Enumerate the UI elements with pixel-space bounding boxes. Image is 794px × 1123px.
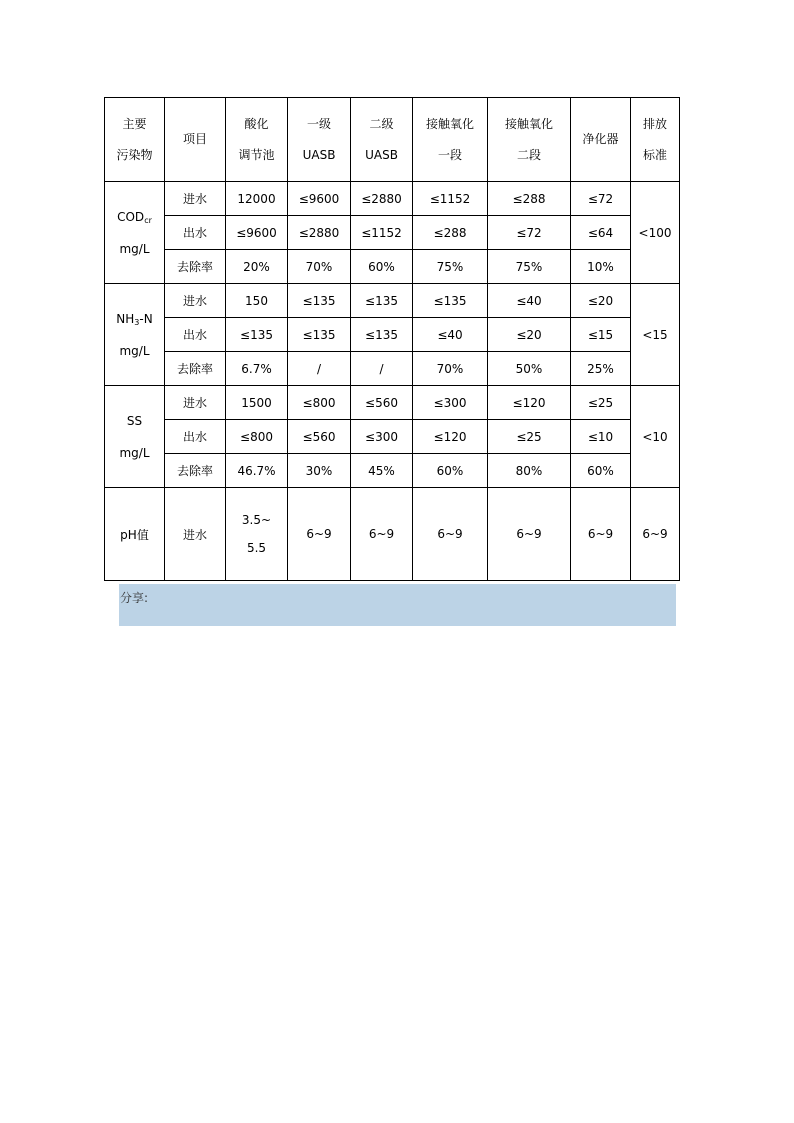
value-cell: ≤72: [571, 182, 631, 216]
value-cell: ≤1152: [351, 216, 413, 250]
value-cell: ≤560: [288, 420, 351, 454]
item-cell: 出水: [165, 216, 226, 250]
header-contact-oxidation-1: 接触氧化 一段: [413, 98, 488, 182]
item-cell: 去除率: [165, 454, 226, 488]
table-row: [105, 488, 680, 581]
pollutant-ss: [105, 386, 165, 488]
value-cell: ≤288: [413, 216, 488, 250]
share-label: 分享:: [120, 591, 149, 605]
pollutant-nh3n: [105, 284, 165, 386]
value-cell: ≤2880: [351, 182, 413, 216]
value-cell: 60%: [413, 454, 488, 488]
value-cell: 75%: [413, 250, 488, 284]
ss-unit: mg/L: [119, 445, 150, 460]
table-row: [105, 182, 680, 216]
item-cell: 进水: [165, 488, 226, 581]
value-cell: 46.7%: [226, 454, 288, 488]
item-cell: 进水: [165, 386, 226, 420]
value-cell: ≤135: [413, 284, 488, 318]
item-cell: 出水: [165, 318, 226, 352]
value-cell: 75%: [488, 250, 571, 284]
value-cell: 6.7%: [226, 352, 288, 386]
header-item: 项目: [165, 98, 226, 182]
value-cell: ≤20: [571, 284, 631, 318]
cod-subscript: cr: [144, 215, 152, 225]
value-cell: ≤9600: [288, 182, 351, 216]
value-cell: 60%: [571, 454, 631, 488]
value-cell: 6~9: [571, 488, 631, 581]
value-cell: ≤135: [351, 318, 413, 352]
pollutant-ph: pH值: [105, 488, 165, 581]
cod-standard: <100: [631, 182, 680, 284]
value-cell: ≤10: [571, 420, 631, 454]
value-cell: 60%: [351, 250, 413, 284]
table-row: [105, 250, 680, 284]
value-cell: 80%: [488, 454, 571, 488]
nh3-unit: mg/L: [119, 343, 150, 358]
table-row: [105, 284, 680, 318]
value-cell: ≤135: [288, 284, 351, 318]
nh3-subscript: 3: [134, 317, 140, 327]
nh3-label-prefix: NH: [116, 311, 135, 326]
header-purifier: 净化器: [571, 98, 631, 182]
value-cell: 1500: [226, 386, 288, 420]
value-cell: 6~9: [413, 488, 488, 581]
value-cell: ≤135: [288, 318, 351, 352]
value-cell: 150: [226, 284, 288, 318]
value-cell: 30%: [288, 454, 351, 488]
value-cell: 20%: [226, 250, 288, 284]
item-cell: 去除率: [165, 250, 226, 284]
table-row: [105, 216, 680, 250]
value-cell: ≤1152: [413, 182, 488, 216]
value-cell: 12000: [226, 182, 288, 216]
item-cell: 进水: [165, 284, 226, 318]
nh3-label-suffix: -N: [139, 311, 153, 326]
value-cell: 50%: [488, 352, 571, 386]
value-cell: ≤15: [571, 318, 631, 352]
cod-unit: mg/L: [119, 241, 150, 256]
value-cell: 70%: [288, 250, 351, 284]
value-cell: ≤20: [488, 318, 571, 352]
share-bar: [119, 584, 676, 626]
ss-standard: <10: [631, 386, 680, 488]
value-cell: ≤9600: [226, 216, 288, 250]
header-uasb-2: 二级 UASB: [351, 98, 413, 182]
value-cell: ≤135: [226, 318, 288, 352]
value-cell: ≤135: [351, 284, 413, 318]
table-row: [105, 454, 680, 488]
value-cell: 10%: [571, 250, 631, 284]
value-cell: ≤64: [571, 216, 631, 250]
item-cell: 进水: [165, 182, 226, 216]
header-discharge-standard: 排放 标准: [631, 98, 680, 182]
item-cell: 去除率: [165, 352, 226, 386]
pollutant-treatment-table: [104, 97, 680, 581]
value-cell: ≤300: [351, 420, 413, 454]
item-cell: 出水: [165, 420, 226, 454]
value-cell: ≤120: [413, 420, 488, 454]
value-cell: /: [351, 352, 413, 386]
table-row: [105, 318, 680, 352]
value-cell: 6~9: [488, 488, 571, 581]
value-cell: ≤560: [351, 386, 413, 420]
value-cell: ≤800: [288, 386, 351, 420]
header-acidification-tank: 酸化 调节池: [226, 98, 288, 182]
table-row: [105, 352, 680, 386]
value-cell: ≤40: [413, 318, 488, 352]
value-cell: ≤300: [413, 386, 488, 420]
ss-label: SS: [126, 413, 143, 428]
value-cell: ≤25: [488, 420, 571, 454]
value-cell: /: [288, 352, 351, 386]
value-cell: ≤40: [488, 284, 571, 318]
value-cell: 6~9: [351, 488, 413, 581]
value-cell: 45%: [351, 454, 413, 488]
cod-label: COD: [117, 209, 145, 224]
header-contact-oxidation-2: 接触氧化 二段: [488, 98, 571, 182]
table-header-row: [105, 98, 680, 182]
ph-standard: 6~9: [631, 488, 680, 581]
value-cell: ≤25: [571, 386, 631, 420]
value-cell: 70%: [413, 352, 488, 386]
value-cell: ≤288: [488, 182, 571, 216]
value-cell: ≤800: [226, 420, 288, 454]
nh3-standard: <15: [631, 284, 680, 386]
header-pollutant: 主要 污染物: [105, 98, 165, 182]
value-cell: 3.5~ 5.5: [226, 488, 288, 581]
value-cell: ≤2880: [288, 216, 351, 250]
value-cell: ≤120: [488, 386, 571, 420]
value-cell: 6~9: [288, 488, 351, 581]
pollutant-cod: [105, 182, 165, 284]
value-cell: ≤72: [488, 216, 571, 250]
header-uasb-1: 一级 UASB: [288, 98, 351, 182]
value-cell: 25%: [571, 352, 631, 386]
table-row: [105, 420, 680, 454]
table-row: [105, 386, 680, 420]
